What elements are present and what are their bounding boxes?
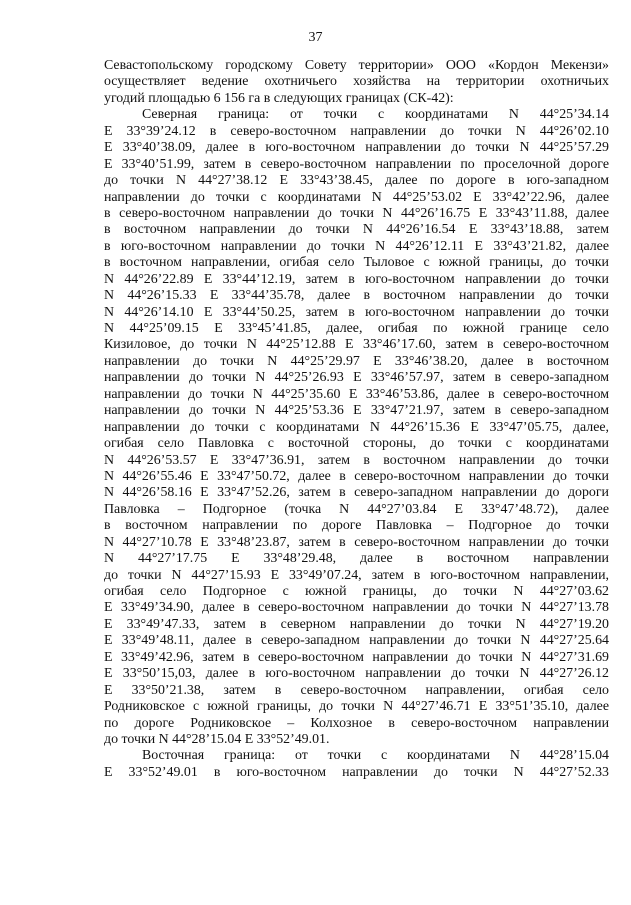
text-line: E 33°39’24.12 в северо-восточном направлении до точки N 44°26’02.10 bbox=[104, 123, 609, 139]
text-line: до точки N 44°28’15.04 E 33°52’49.01. bbox=[104, 731, 330, 747]
text-line: E 33°49’48.11, далее в северо-западном направлении до точки N 44°27’25.64 bbox=[104, 633, 609, 649]
text-line: огибая село Подгорное с южной границы, до точки N 44°27’03.62 bbox=[104, 584, 609, 599]
text-line: в восточном направлении, огибая село Тыловое с южной границы, до точки bbox=[104, 255, 609, 271]
text-line: E 33°40’51.99, затем в северо-восточном направлении по проселочной дороге bbox=[104, 156, 609, 172]
paragraph-intro bbox=[104, 58, 609, 107]
paragraph-east-boundary bbox=[104, 748, 609, 781]
text-line: Кизиловое, до точки N 44°25’12.88 E 33°46’17.60, затем в северо-восточном bbox=[104, 337, 609, 353]
text-line: N 44°26’58.16 E 33°47’52.26, затем в северо-западном направлении до дороги bbox=[104, 485, 609, 501]
text-line: N 44°27’17.75 E 33°48’29.48, далее в восточном направлении bbox=[104, 551, 609, 567]
text-line: E 33°52’49.01 в юго-восточном направлении до точки N 44°27’52.33 bbox=[104, 764, 609, 780]
text-line: Севастопольскому городскому Совету территории» ООО «Кордон Мекензи» bbox=[104, 58, 609, 73]
text-line: E 33°50’21.38, затем в северо-восточном направлении, огибая село bbox=[104, 682, 609, 698]
text-line: угодий площадью 6 156 га в следующих границах (СК-42): bbox=[104, 90, 454, 106]
text-line: E 33°49’34.90, далее в северо-восточном направлении до точки N 44°27’13.78 bbox=[104, 600, 609, 616]
text-line: N 44°26’53.57 E 33°47’36.91, затем в восточном направлении до точки bbox=[104, 452, 609, 468]
text-line: в восточном направлении по дороге Павловка – Подгорное до точки bbox=[104, 518, 609, 534]
text-line: Восточная граница: от точки с координатами N 44°28’15.04 bbox=[142, 748, 609, 764]
text-line: огибая село Павловка с восточной стороны, до точки с координатами bbox=[104, 436, 609, 452]
text-line: в северо-восточном направлении до точки N 44°26’16.75 E 33°43’11.88, далее bbox=[104, 205, 609, 221]
text-line: N 44°25’09.15 E 33°45’41.85, далее, огибая по южной границе село bbox=[104, 321, 609, 336]
text-line: направлении до точки N 44°25’53.36 E 33°47’21.97, затем в северо-западном bbox=[104, 403, 609, 419]
text-line: по дороге Родниковское – Колхозное в северо-восточном направлении bbox=[104, 715, 609, 731]
text-line: в восточном направлении до точки N 44°26’16.54 E 33°43’18.88, затем bbox=[104, 222, 609, 238]
text-line: направлении до точки N 44°25’29.97 E 33°46’38.20, далее в восточном bbox=[104, 353, 609, 369]
text-line: E 33°50’15,03, далее в юго-восточном направлении до точки N 44°27’26.12 bbox=[104, 666, 609, 682]
text-line: E 33°49’42.96, затем в северо-восточном направлении до точки N 44°27’31.69 bbox=[104, 649, 609, 665]
text-line: направлении до точки N 44°25’26.93 E 33°46’57.97, затем в северо-западном bbox=[104, 370, 609, 386]
text-line: в юго-восточном направлении до точки N 44°26’12.11 E 33°43’21.82, далее bbox=[104, 238, 609, 254]
text-line: направлении до точки с координатами N 44°25’53.02 E 33°42’22.96, далее bbox=[104, 189, 609, 205]
text-line: осуществляет ведение охотничьего хозяйства на территории охотничьих bbox=[104, 74, 609, 90]
text-line: N 44°26’22.89 E 33°44’12.19, затем в юго-восточном направлении до точки bbox=[104, 271, 609, 287]
text-line: N 44°26’55.46 E 33°47’50.72, далее в северо-восточном направлении до точки bbox=[104, 468, 609, 484]
text-line: N 44°26’14.10 E 33°44’50.25, затем в юго-восточном направлении до точки bbox=[104, 304, 609, 320]
text-line: N 44°26’15.33 E 33°44’35.78, далее в восточном направлении до точки bbox=[104, 288, 609, 304]
text-line: N 44°27’10.78 E 33°48’23.87, затем в северо-восточном направлении до точки bbox=[104, 534, 609, 550]
text-line: направлении до точки N 44°25’35.60 E 33°46’53.86, далее в северо-восточном bbox=[104, 386, 609, 402]
page-number: 37 bbox=[308, 30, 323, 45]
text-line: Павловка – Подгорное (точка N 44°27’03.84 E 33°47’48.72), далее bbox=[104, 501, 609, 517]
text-line: Северная граница: от точки с координатами N 44°25’34.14 bbox=[142, 107, 609, 123]
text-line: направлении до точки с координатами N 44°26’15.36 E 33°47’05.75, далее, bbox=[104, 419, 609, 435]
text-line: E 33°49’47.33, затем в северном направлении до точки N 44°27’19.20 bbox=[104, 616, 609, 632]
text-line: до точки N 44°27’38.12 E 33°43’38.45, далее по дороге в юго-западном bbox=[104, 173, 609, 189]
text-line: Родниковское с южной границы, до точки N 44°27’46.71 E 33°51’35.10, далее bbox=[104, 699, 609, 715]
text-line: до точки N 44°27’15.93 E 33°49’07.24, затем в юго-восточном направлении, bbox=[104, 567, 609, 583]
paragraph-north-boundary bbox=[104, 107, 609, 748]
document-body bbox=[104, 58, 609, 781]
text-line: E 33°40’38.09, далее в юго-восточном направлении до точки N 44°25’57.29 bbox=[104, 140, 609, 156]
